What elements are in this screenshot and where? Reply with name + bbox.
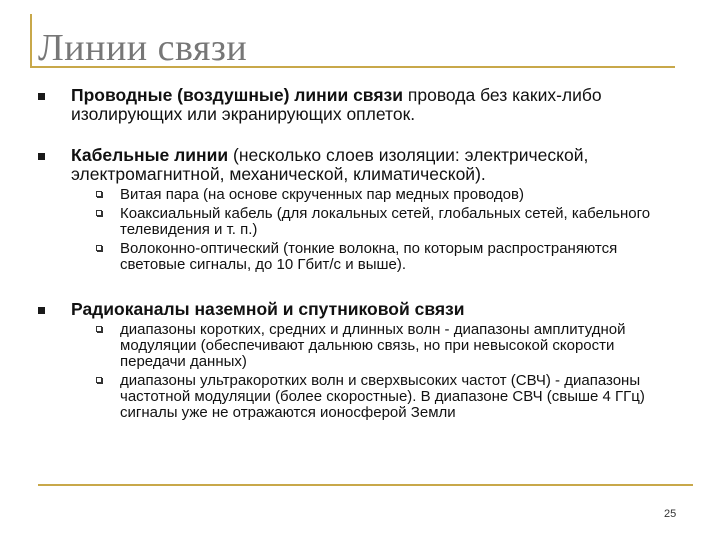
- sub-list-item-text: диапазоны коротких, средних и длинных волн - диапазоны амплитудной модуляции (обеспечивают дальнюю связь, но при невысокой скорости передачи данных): [120, 321, 626, 370]
- sub-list-item-text: Волоконно-оптический (тонкие волокна, по которым распространяются световые сигналы, до 10 Гбит/с и выше).: [120, 240, 618, 273]
- sub-list-item: [96, 322, 678, 370]
- square-bullet-icon: [38, 153, 45, 160]
- list-item-heading: Кабельные линии: [71, 145, 229, 165]
- slide-title: Линии связи: [38, 27, 248, 69]
- footer-line: [38, 484, 693, 486]
- hollow-square-bullet-icon: [96, 326, 102, 332]
- list-item-text: [71, 86, 678, 124]
- sub-list-item: [96, 373, 678, 421]
- square-bullet-icon: [38, 307, 45, 314]
- sub-list-item-text: Коаксиальный кабель (для локальных сетей, глобальных сетей, кабельного телевидения и т. п.): [120, 205, 651, 238]
- hollow-square-bullet-icon: [96, 245, 102, 251]
- sub-list-item: [96, 187, 678, 203]
- list-item-text: [71, 300, 678, 319]
- list-item-cable-lines: [38, 146, 678, 273]
- hollow-square-bullet-icon: [96, 191, 102, 197]
- list-item-heading: Радиоканалы наземной и спутниковой связи: [71, 299, 465, 319]
- page-number: 25: [664, 508, 677, 520]
- sub-list-item-text: диапазоны ультракоротких волн и сверхвысоких частот (СВЧ) - диапазоны частотной модуляции (более скоростные). В диапазоне СВЧ (свыше 4 ГГц) сигналы уже не отражаются ионосферой Земли: [120, 372, 645, 421]
- sub-list-item-text: Витая пара (на основе скрученных пар медных проводов): [120, 186, 524, 203]
- list-item-body: (несколько слоев изоляции: электрической, электромагнитной, механической, климатической).: [71, 145, 589, 184]
- square-bullet-icon: [38, 93, 45, 100]
- hollow-square-bullet-icon: [96, 210, 102, 216]
- list-item-heading: Проводные (воздушные) линии связи: [71, 85, 404, 105]
- list-item-body: провода без каких-либо изолирующих или экранирующих оплеток.: [71, 85, 602, 124]
- list-item-radio-channels: [38, 300, 678, 421]
- list-item-text: [71, 146, 678, 184]
- list-item-wired-lines: [38, 86, 678, 124]
- sub-list-item: [96, 241, 678, 273]
- hollow-square-bullet-icon: [96, 377, 102, 383]
- title-accent-vertical-line: [30, 14, 32, 66]
- sub-list-item: [96, 206, 678, 238]
